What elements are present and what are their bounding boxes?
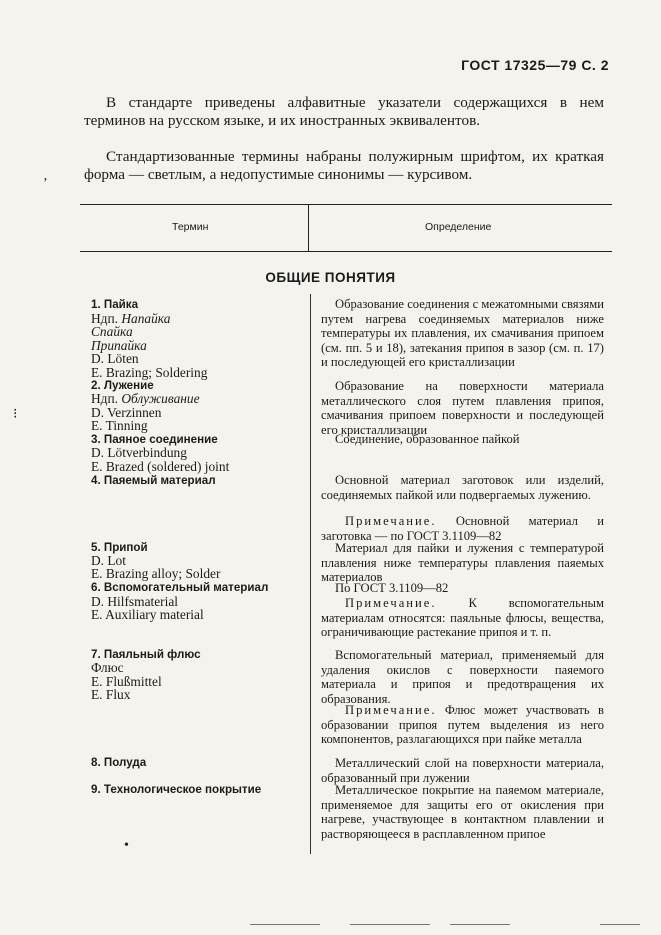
term-7-de: E. Flußmittel — [91, 674, 162, 689]
definition-7-note — [321, 703, 604, 747]
term-1-syn-1: Спайка — [91, 324, 133, 339]
column-header-term: Термин — [172, 221, 209, 233]
term-5-de: D. Lot — [91, 553, 126, 568]
definition-6: По ГОСТ 3.1109—82 — [335, 581, 449, 595]
term-1-de: D. Löten — [91, 351, 139, 366]
intro-paragraph-2 — [84, 148, 604, 184]
definition-2: Образование на поверхности материала металлического слоя путем плавления припоя, смачивания припоем поверхности и последующей его кристаллизации — [321, 379, 604, 437]
term-3-en: E. Brazed (soldered) joint — [91, 459, 230, 474]
definition-1: Образование соединения с межатомными связями путем нагрева соединяемых материалов ниже температуры их плавления, их смачивания припоем (см. пп. 5 и 18), затекания припоя в зазор (см. п. 17) и последующей его кристаллизации — [321, 297, 604, 369]
term-3-de: D. Lötverbindung — [91, 445, 187, 460]
definition-6-note — [321, 596, 604, 640]
scan-line — [250, 924, 320, 925]
term-6: 6. Вспомогательный материал — [91, 581, 269, 594]
term-8: 8. Полуда — [91, 756, 147, 769]
scan-line — [450, 924, 510, 925]
definition-7: Вспомогательный материал, применяемый для удаления окислов с поверхности паяемого материала и припоя и предотвращения их образования. — [321, 648, 604, 706]
term-3: 3. Паяное соединение — [91, 433, 218, 446]
scan-line — [350, 924, 430, 925]
ndp-prefix: Ндп. — [91, 311, 122, 326]
intro-text-2: Стандартизованные термины набраны полужирным шрифтом, их краткая форма — светлым, а недопустимые синонимы — курсивом. — [84, 148, 604, 183]
term-7-en: E. Flux — [91, 687, 131, 702]
definition-3: Соединение, образованное пайкой — [335, 432, 520, 446]
page-header: ГОСТ 17325—79 С. 2 — [461, 57, 609, 73]
ndp-prefix: Ндп. — [91, 391, 122, 406]
note-label: Примечание. — [345, 514, 437, 528]
term-6-de: D. Hilfsmaterial — [91, 594, 179, 609]
term-5-en: E. Brazing alloy; Solder — [91, 566, 221, 581]
table-header — [80, 204, 612, 252]
term-1-en: E. Brazing; Soldering — [91, 365, 208, 380]
ndp-term: Напайка — [121, 311, 171, 326]
note-label: Примечание. — [345, 596, 437, 610]
column-divider — [310, 294, 311, 854]
scan-mark: ʼ — [43, 176, 48, 191]
term-7-short: Флюс — [91, 660, 124, 675]
term-2-en: E. Tinning — [91, 418, 148, 433]
note-text: Флюс может участвовать в образовании припоя путем выделения из него компонентов, разлагающихся при пайке металла — [321, 703, 604, 746]
definition-8: Металлический слой на поверхности материала, образованный при лужении — [321, 756, 604, 785]
scan-line — [600, 924, 640, 925]
scan-mark: ⁝ — [13, 407, 18, 422]
intro-paragraph-1 — [84, 94, 604, 130]
term-1: 1. Пайка — [91, 298, 139, 311]
term-2-ndp — [91, 392, 200, 406]
definition-9: Металлическое покрытие на паяемом материале, применяемое для защиты его от окисления при нагреве, участвующее в контактном плавлении и растворяющееся в расплавленном припое — [321, 783, 604, 841]
term-2-de: D. Verzinnen — [91, 405, 162, 420]
term-9: 9. Технологическое покрытие — [91, 783, 262, 796]
scan-dot: • — [124, 838, 129, 853]
intro-text-1: В стандарте приведены алфавитные указатели содержащихся в нем терминов на русском языке, и их иностранных эквивалентов. — [84, 94, 604, 129]
definition-4: Основной материал заготовок или изделий, соединяемых пайкой или подвергаемых лужению. — [321, 473, 604, 502]
column-header-definition: Определение — [425, 221, 492, 233]
term-6-en: E. Auxiliary material — [91, 607, 204, 622]
term-4: 4. Паяемый материал — [91, 474, 216, 487]
term-5: 5. Припой — [91, 541, 148, 554]
note-text: К вспомогательным материалам относятся: паяльные флюсы, вещества, ограничивающие растекание припоя и т. п. — [321, 596, 604, 639]
definition-5: Материал для пайки и лужения с температурой плавления ниже температуры плавления паяемых материалов — [321, 541, 604, 584]
note-label: Примечание. — [345, 703, 437, 717]
ndp-term: Облуживание — [121, 391, 200, 406]
term-1-syn-2: Припайка — [91, 338, 147, 353]
term-7: 7. Паяльный флюс — [91, 648, 201, 661]
section-title: ОБЩИЕ ПОНЯТИЯ — [265, 270, 396, 285]
term-2: 2. Лужение — [91, 379, 154, 392]
definition-4-note — [321, 514, 604, 543]
table-header-divider — [308, 205, 309, 251]
note-text: Основной материал и заготовка — по ГОСТ 3.1109—82 — [321, 514, 604, 543]
